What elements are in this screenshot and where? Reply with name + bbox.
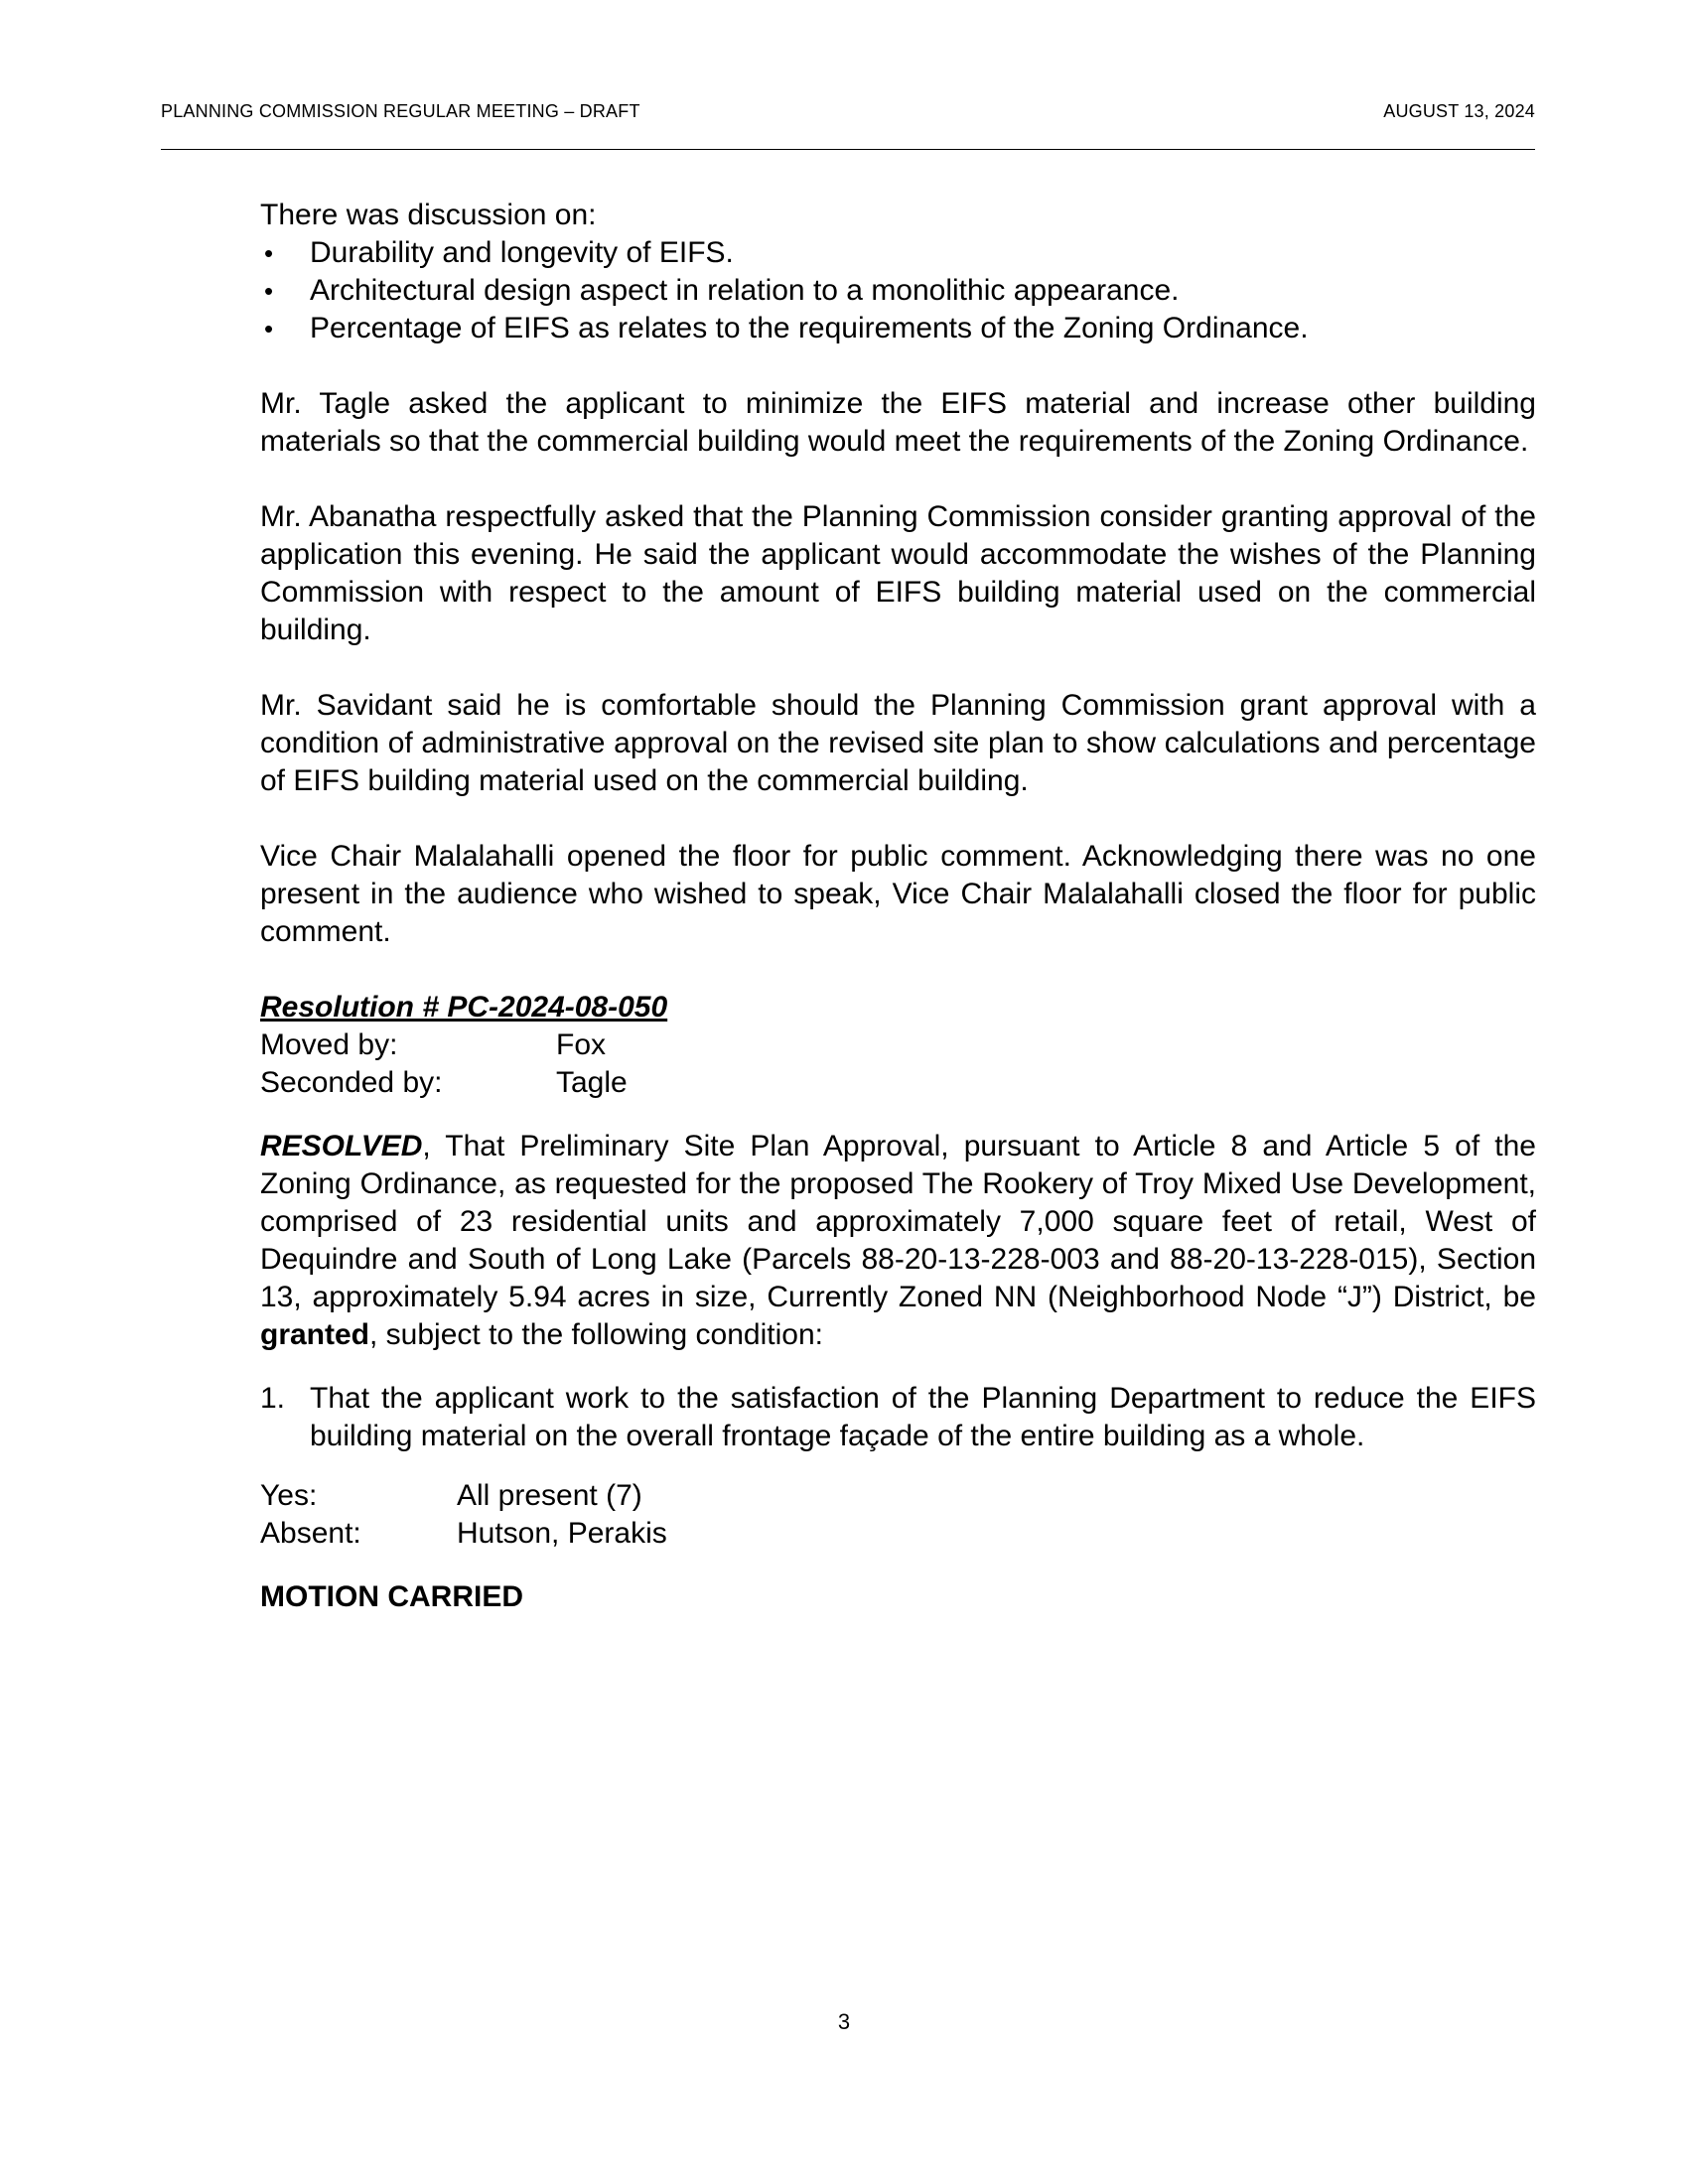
- document-body: [260, 197, 1536, 1616]
- resolved-text-start: , That Preliminary Site Plan Approval, pursuant to Article 8 and Article 5 of the Zoning Ordinance, as requested for the proposed The Rookery of Troy Mixed Use Development, comprised of 23 residential units and approximately 7,000 square feet of retail, West of Dequindre and South of Long Lake (Parcels 88-20-13-228-003 and 88-20-13-228-015), Section 13, approximately 5.94 acres in size, Currently Zoned NN (Neighborhood Node “J”) District, be: [260, 1130, 1536, 1313]
- list-item: [260, 310, 1536, 347]
- vote-yes-label: Yes:: [260, 1479, 318, 1512]
- motion-outcome: MOTION CARRIED: [260, 1580, 523, 1613]
- resolution-heading: [260, 989, 1536, 1026]
- list-item: [260, 234, 1536, 272]
- bullet-icon: •: [264, 238, 274, 268]
- vote-yes-value: All present (7): [457, 1479, 642, 1512]
- condition-number: 1.: [260, 1382, 286, 1415]
- resolved-text-end: , subject to the following condition:: [369, 1318, 823, 1351]
- discussion-list: [260, 234, 1536, 347]
- discussion-intro: There was discussion on:: [260, 199, 597, 231]
- granted-text: granted: [260, 1318, 370, 1351]
- list-item-text: Durability and longevity of EIFS.: [310, 236, 734, 269]
- resolution-title: Resolution # PC-2024-08-050: [260, 991, 668, 1024]
- header-meeting-title: PLANNING COMMISSION REGULAR MEETING – DRAFT: [161, 101, 640, 121]
- seconded-by-value: Tagle: [556, 1066, 628, 1099]
- seconded-by-row: [260, 1064, 1536, 1102]
- vote-absent-label: Absent:: [260, 1517, 361, 1550]
- page-number: 3: [837, 2009, 851, 2034]
- condition-text: That the applicant work to the satisfaction of the Planning Department to reduce the EIFS building material on the overall frontage façade of the entire building as a whole.: [310, 1382, 1536, 1452]
- paragraph-savidant: Mr. Savidant said he is comfortable should the Planning Commission grant approval with a condition of administrative approval on the revised site plan to show calculations and percentage of EIFS building material used on the commercial building.: [260, 689, 1536, 797]
- list-item-text: Percentage of EIFS as relates to the requirements of the Zoning Ordinance.: [310, 312, 1309, 344]
- list-item: [260, 272, 1536, 310]
- vote-yes-row: [260, 1477, 1536, 1515]
- list-item-text: Architectural design aspect in relation to a monolithic appearance.: [310, 274, 1180, 307]
- resolved-paragraph: [260, 1128, 1536, 1354]
- vote-absent-row: [260, 1515, 1536, 1553]
- conditions-list: [260, 1380, 1536, 1455]
- bullet-icon: •: [264, 314, 274, 343]
- resolved-label: RESOLVED: [260, 1130, 423, 1162]
- paragraph-abanatha: Mr. Abanatha respectfully asked that the Planning Commission consider granting approval of the application this evening. He said the applicant would accommodate the wishes of the Planning Commission with respect to the amount of EIFS building material used on the commercial building.: [260, 500, 1536, 646]
- condition-item: [260, 1380, 1536, 1455]
- bullet-icon: •: [264, 276, 274, 306]
- moved-by-label: Moved by:: [260, 1028, 398, 1061]
- header-divider: [161, 149, 1535, 150]
- header-date: AUGUST 13, 2024: [1383, 101, 1535, 121]
- paragraph-public-comment: Vice Chair Malalahalli opened the floor for public comment. Acknowledging there was no one present in the audience who wished to speak, Vice Chair Malalahalli closed the floor for public comment.: [260, 840, 1536, 948]
- moved-by-value: Fox: [556, 1028, 607, 1061]
- vote-absent-value: Hutson, Perakis: [457, 1517, 667, 1550]
- moved-by-row: [260, 1026, 1536, 1064]
- seconded-by-label: Seconded by:: [260, 1066, 443, 1099]
- paragraph-tagle: Mr. Tagle asked the applicant to minimize the EIFS material and increase other building materials so that the commercial building would meet the requirements of the Zoning Ordinance.: [260, 387, 1536, 458]
